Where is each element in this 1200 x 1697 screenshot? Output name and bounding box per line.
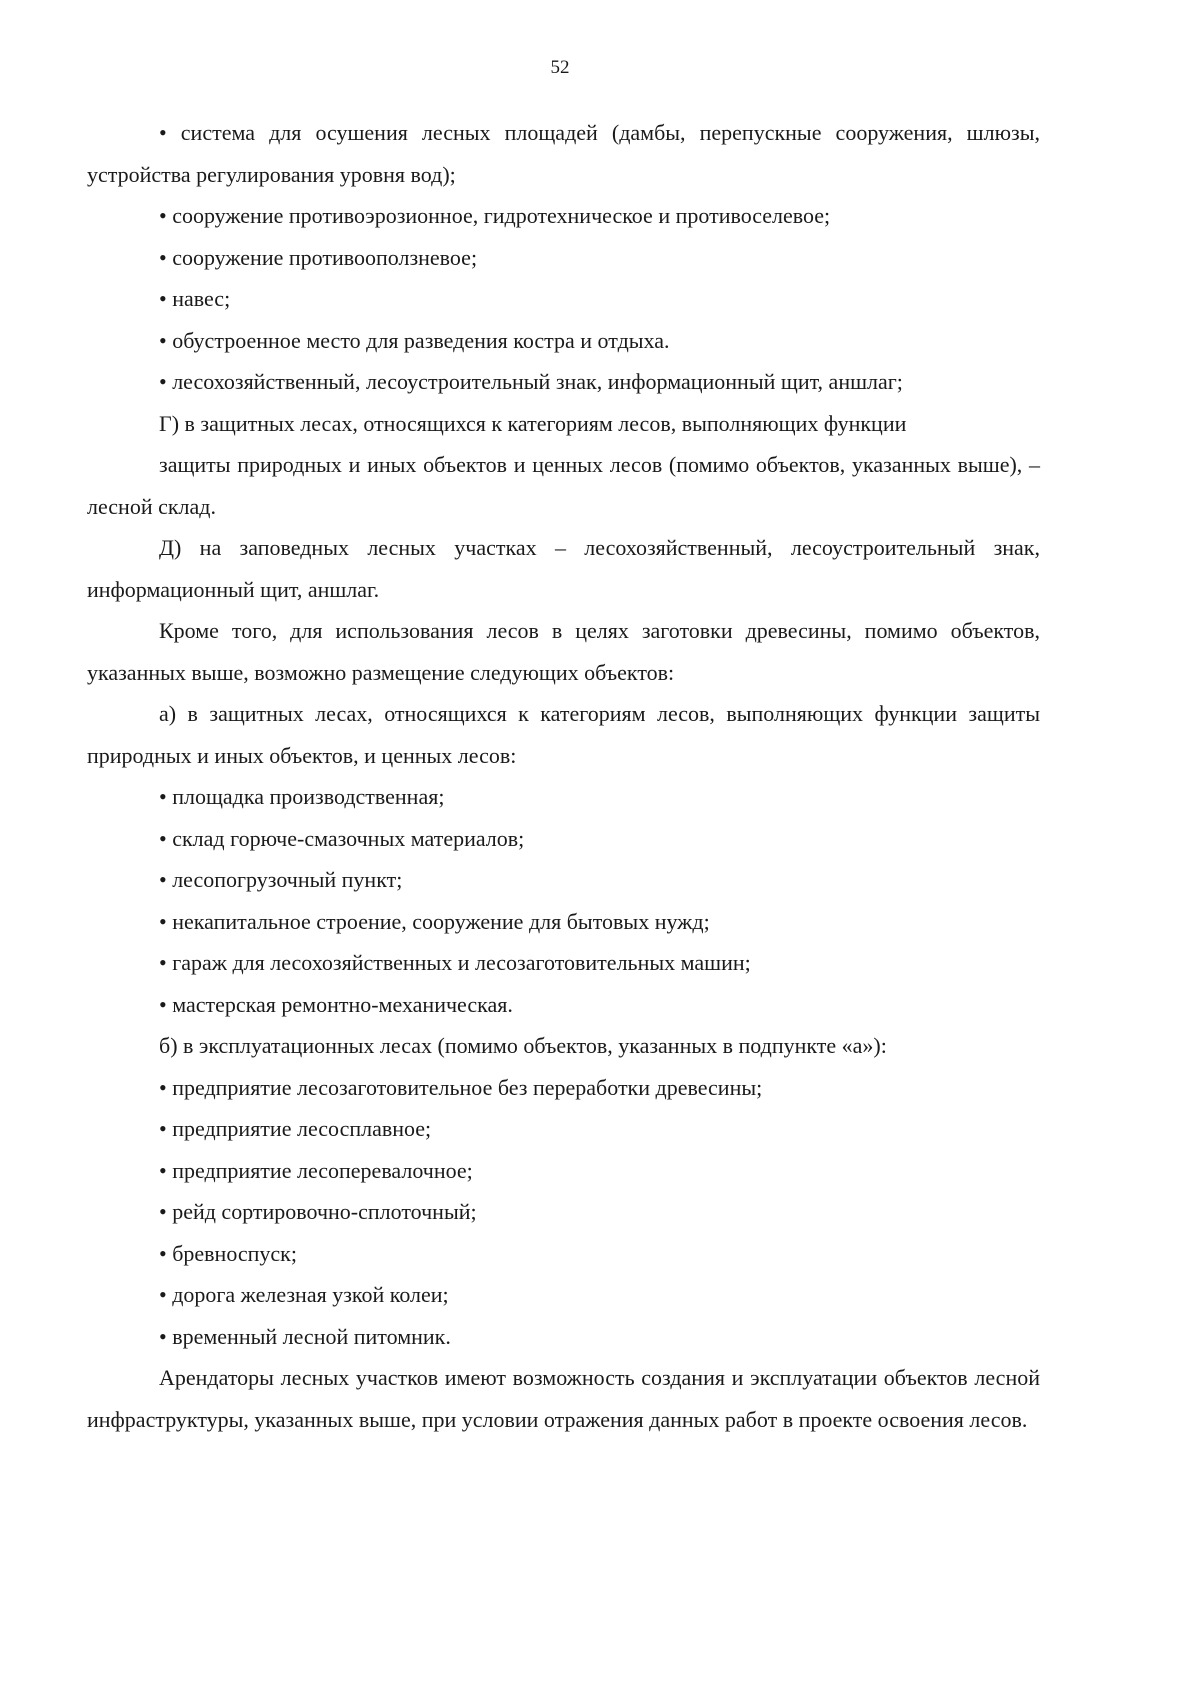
list-item-log-chute: • бревноспуск;	[159, 1240, 297, 1266]
page-number: 52	[550, 57, 570, 78]
paragraph-section-d: Д) на заповедных лесных участках – лесохозяйственный, лесоустроительный знак, информационный щит, аншлаг.	[87, 535, 1040, 602]
paragraph-section-b: б) в эксплуатационных лесах (помимо объектов, указанных в подпункте «а»):	[159, 1033, 887, 1058]
list-item-antilandslide: • сооружение противооползневое;	[159, 244, 478, 270]
list-item-rafting-enterprise: • предприятие лесосплавное;	[159, 1116, 432, 1141]
list-item-temporary-building: • некапитальное строение, сооружение для бытовых нужд;	[159, 908, 710, 934]
list-item-canopy: • навес;	[159, 286, 231, 311]
paragraph-section-g-heading: Г) в защитных лесах, относящихся к категориям лесов, выполняющих функции	[159, 410, 907, 436]
list-item-workshop: • мастерская ремонтно-механическая.	[159, 991, 513, 1017]
paragraph-drainage-system: • система для осушения лесных площадей (дамбы, перепускные сооружения, шлюзы, устройства регулирования уровня вод);	[87, 120, 1040, 187]
list-item-fuel-storage: • склад горюче-смазочных материалов;	[159, 825, 525, 851]
list-item-transshipment-enterprise: • предприятие лесоперевалочное;	[159, 1157, 473, 1183]
list-item-antierosion: • сооружение противоэрозионное, гидротехническое и противоселевое;	[159, 203, 831, 228]
paragraph-tenants: Арендаторы лесных участков имеют возможность создания и эксплуатации объектов лесной инфраструктуры, указанных выше, при условии отражения данных работ в проекте освоения лесов.	[87, 1365, 1040, 1432]
list-item-logging-enterprise: • предприятие лесозаготовительное без переработки древесины;	[159, 1074, 763, 1100]
paragraph-section-a: а) в защитных лесах, относящихся к категориям лесов, выполняющих функции защиты природных и иных объектов, и ценных лесов:	[87, 701, 1040, 768]
list-item-garage: • гараж для лесохозяйственных и лесозаготовительных машин;	[159, 950, 751, 975]
list-item-temporary-nursery: • временный лесной питомник.	[159, 1323, 451, 1349]
paragraph-additional-objects: Кроме того, для использования лесов в целях заготовки древесины, помимо объектов, указанных выше, возможно размещение следующих объектов:	[87, 618, 1040, 685]
paragraph-section-g-body: защиты природных и иных объектов и ценных лесов (помимо объектов, указанных выше), – лесной склад.	[87, 452, 1040, 519]
list-item-forestry-sign: • лесохозяйственный, лесоустроительный знак, информационный щит, аншлаг;	[159, 369, 903, 394]
list-item-narrow-gauge-railway: • дорога железная узкой колеи;	[159, 1282, 449, 1307]
list-item-sorting-raid: • рейд сортировочно-сплоточный;	[159, 1199, 477, 1224]
list-item-campfire-site: • обустроенное место для разведения костра и отдыха.	[159, 327, 670, 353]
list-item-loading-point: • лесопогрузочный пункт;	[159, 867, 403, 892]
page-body	[87, 112, 1040, 1440]
list-item-production-site: • площадка производственная;	[159, 784, 445, 809]
